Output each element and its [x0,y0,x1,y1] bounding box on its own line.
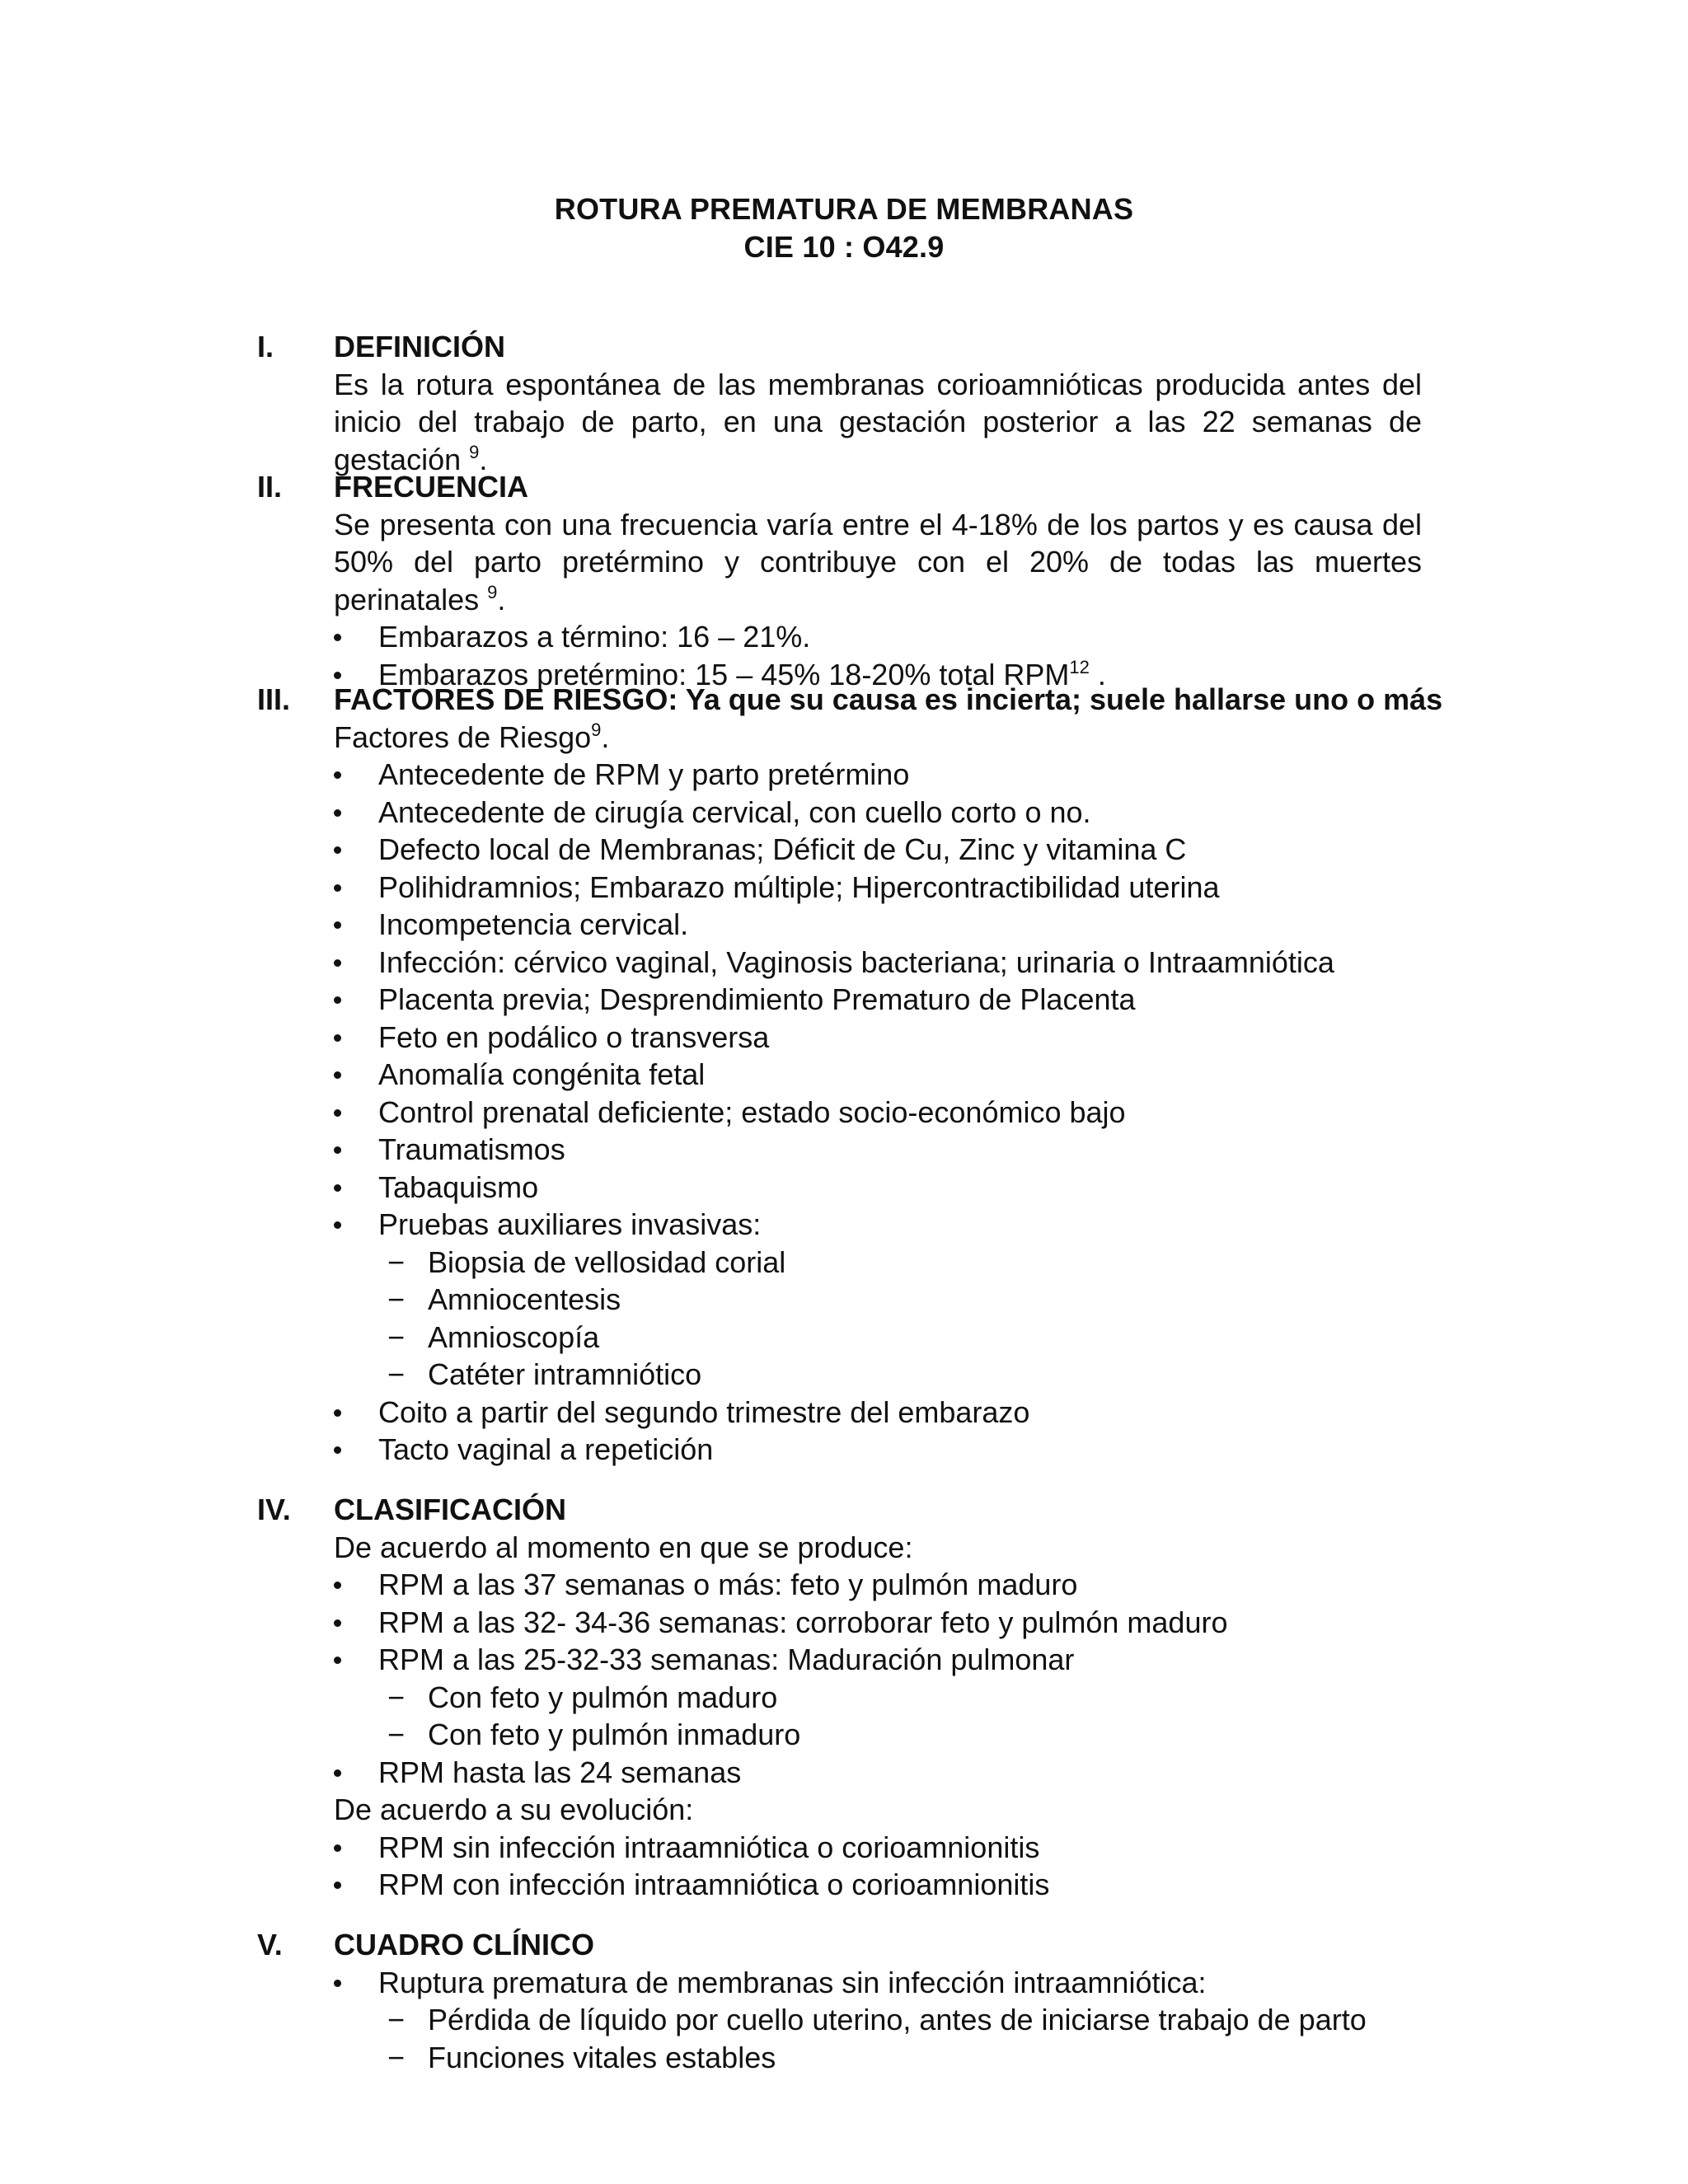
section-body [334,468,1422,693]
dash-icon: − [387,1718,406,1751]
list-item-tail: . [1089,657,1106,691]
list-item-text: Control prenatal deficiente; estado socio-económico bajo [378,1094,1126,1129]
list-item [334,1394,1422,1432]
list-item-text: Tabaquismo [378,1169,539,1204]
classification-intro: De acuerdo al momento en que se produce: [334,1530,913,1564]
section-number: II. [257,470,283,504]
list-item [334,1604,1422,1642]
sub-list-item-text: Pérdida de líquido por cuello uterino, antes de iniciarse trabajo de parto [428,2003,1367,2036]
bullet-icon [334,1034,341,1042]
list-item [334,944,1422,982]
reference-superscript: 9 [469,441,480,462]
list-item [334,794,1422,832]
sub-list-item [334,1356,1422,1394]
reference-superscript: 9 [591,719,602,740]
bullet-icon [334,1882,341,1889]
dash-icon: − [387,1282,406,1316]
sub-list-item [334,1319,1422,1357]
list-item-text: Anomalía congénita fetal [378,1057,706,1091]
sub-list-item [334,1716,1422,1754]
bullet-icon [334,846,341,854]
bullet-icon [334,771,341,779]
list-item [334,831,1422,869]
section-number: IV. [257,1493,291,1526]
bullet-icon [334,1109,341,1117]
list-item [334,1866,1422,1904]
list-item-text: Tacto vaginal a repetición [378,1432,714,1466]
paragraph-tail: . [497,582,506,616]
list-item-text: Ruptura prematura de membranas sin infección intraamniótica: [378,1965,1207,1999]
list-item-text: Incompetencia cervical. [378,907,689,941]
bullet-icon [334,959,341,967]
section-body [334,1926,1422,2076]
paragraph-text: Se presenta con una frecuencia varía entre el 4-18% de los partos y es causa del 50% del parto pretérmino y contribuye con el 20% de todas las muertes perinatales [334,507,1422,616]
list-item-text: Infección: cérvico vaginal, Vaginosis bacteriana; urinaria o Intraamniótica [378,944,1334,979]
list-item-text: RPM a las 37 semanas o más: feto y pulmón maduro [378,1568,1078,1601]
bullet-icon [334,1146,341,1154]
list-item [334,1566,1422,1604]
paragraph-text: Es la rotura espontánea de las membranas corioamnióticas producida antes del inicio del trabajo de parto, en una gestación posterior a las 22 semanas de gestación [334,367,1422,476]
dash-icon: − [387,1244,406,1279]
paragraph-tail: . [479,442,488,476]
list-item-text: Pruebas auxiliares invasivas: [378,1207,762,1241]
bullet-icon [334,1221,341,1229]
subline-tail: . [601,719,610,754]
section-paragraph [334,366,1422,479]
section-heading: FRECUENCIA [334,470,529,504]
sub-list-item [334,1679,1422,1717]
sub-list-item-text: Con feto y pulmón inmaduro [428,1718,801,1751]
dash-icon: − [387,1319,406,1354]
reference-superscript: 9 [487,581,498,602]
list-item [334,1094,1422,1132]
dash-icon: − [387,1680,406,1714]
sub-list-item [334,1281,1422,1319]
bullet-icon [334,1619,341,1627]
list-item-text: Coito a partir del segundo trimestre del embarazo [378,1394,1030,1429]
list-item-text: Feto en podálico o transversa [378,1019,770,1054]
sub-list-item [334,2039,1422,2077]
sub-list-item-text: Biopsia de vellosidad corial [428,1244,786,1279]
list-item [334,1206,1422,1244]
bullet-icon [334,1409,341,1417]
list-item-text: Polihidramnios; Embarazo múltiple; Hipercontractibilidad uterina [378,869,1220,904]
bullet-icon [334,1769,341,1777]
section-body [334,681,1443,1469]
bullet-icon [334,1071,341,1079]
section-subline [334,719,1422,757]
list-item [334,1131,1422,1169]
list-item-text: Antecedente de RPM y parto pretérmino [378,757,910,791]
dash-icon: − [387,2003,406,2036]
list-item-text: RPM con infección intraamniótica o corioamnionitis [378,1868,1050,1901]
list-item [334,1829,1422,1867]
bullet-icon [334,1446,341,1454]
bullet-icon [334,921,341,929]
list-item-text: Embarazos a término: 16 – 21%. [378,620,811,654]
list-item [334,1019,1422,1057]
section-body [334,328,1422,478]
subline-text: Factores de Riesgo [334,719,592,754]
bullet-icon [334,1582,341,1589]
list-item-text: RPM a las 32- 34-36 semanas: corroborar feto y pulmón maduro [378,1605,1228,1639]
sub-list-item [334,2001,1422,2039]
list-item [334,618,1422,656]
list-item [334,869,1422,907]
list-item-text: Placenta previa; Desprendimiento Prematuro de Placenta [378,982,1136,1016]
list-item [334,906,1422,944]
bullet-icon [334,672,341,679]
list-item-text: RPM sin infección intraamniótica o corioamnionitis [378,1830,1040,1864]
list-item-text: Embarazos pretérmino: 15 – 45% 18-20% total RPM [378,657,1070,691]
list-item [334,756,1422,794]
list-item-text: RPM a las 25-32-33 semanas: Maduración pulmonar [378,1643,1075,1676]
reference-superscript: 12 [1069,656,1090,677]
section-number: V. [257,1928,283,1961]
bullet-icon [334,809,341,817]
list-item-text: Defecto local de Membranas; Déficit de Cu, Zinc y vitamina C [378,832,1187,866]
classification-intro: De acuerdo a su evolución: [334,1793,694,1826]
bullet-icon [334,1657,341,1664]
sub-list-item-text: Amnioscopía [428,1319,600,1354]
sub-list-item-text: Amniocentesis [428,1282,621,1316]
list-item [334,1431,1422,1469]
list-item [334,1641,1422,1679]
bullet-icon [334,1980,341,1987]
list-item-text: RPM hasta las 24 semanas [378,1755,742,1789]
section-paragraph [334,506,1422,619]
bullet-icon [334,996,341,1004]
list-item [334,1169,1422,1207]
list-item-text: Antecedente de cirugía cervical, con cuello corto o no. [378,794,1091,829]
sub-list-item-text: Funciones vitales estables [428,2040,776,2074]
bullet-icon [334,1184,341,1192]
bullet-icon [334,634,341,641]
bullet-icon [334,884,341,892]
sub-list-item-text: Catéter intramniótico [428,1357,702,1391]
sub-list-item-text: Con feto y pulmón maduro [428,1680,778,1714]
section-number: III. [257,682,291,716]
sub-list-item [334,1244,1422,1282]
list-item [334,1964,1422,2002]
section-heading: FACTORES DE RIESGO: Ya que su causa es incierta; suele hallarse uno o más [334,682,1443,716]
list-item-text: Traumatismos [378,1132,565,1166]
list-item [334,1056,1422,1094]
bullet-icon [334,1844,341,1852]
section-heading: CLASIFICACIÓN [334,1493,566,1526]
document-code: CIE 10 : O42.9 [743,230,945,264]
list-item [334,1754,1422,1792]
section-body [334,1491,1422,1904]
section-heading: CUADRO CLÍNICO [334,1928,594,1961]
section-number: I. [257,330,274,363]
list-item [334,981,1422,1019]
document-title: ROTURA PREMATURA DE MEMBRANAS [554,192,1134,226]
dash-icon: − [387,2040,406,2074]
section-heading: DEFINICIÓN [334,330,506,363]
dash-icon: − [387,1357,406,1391]
